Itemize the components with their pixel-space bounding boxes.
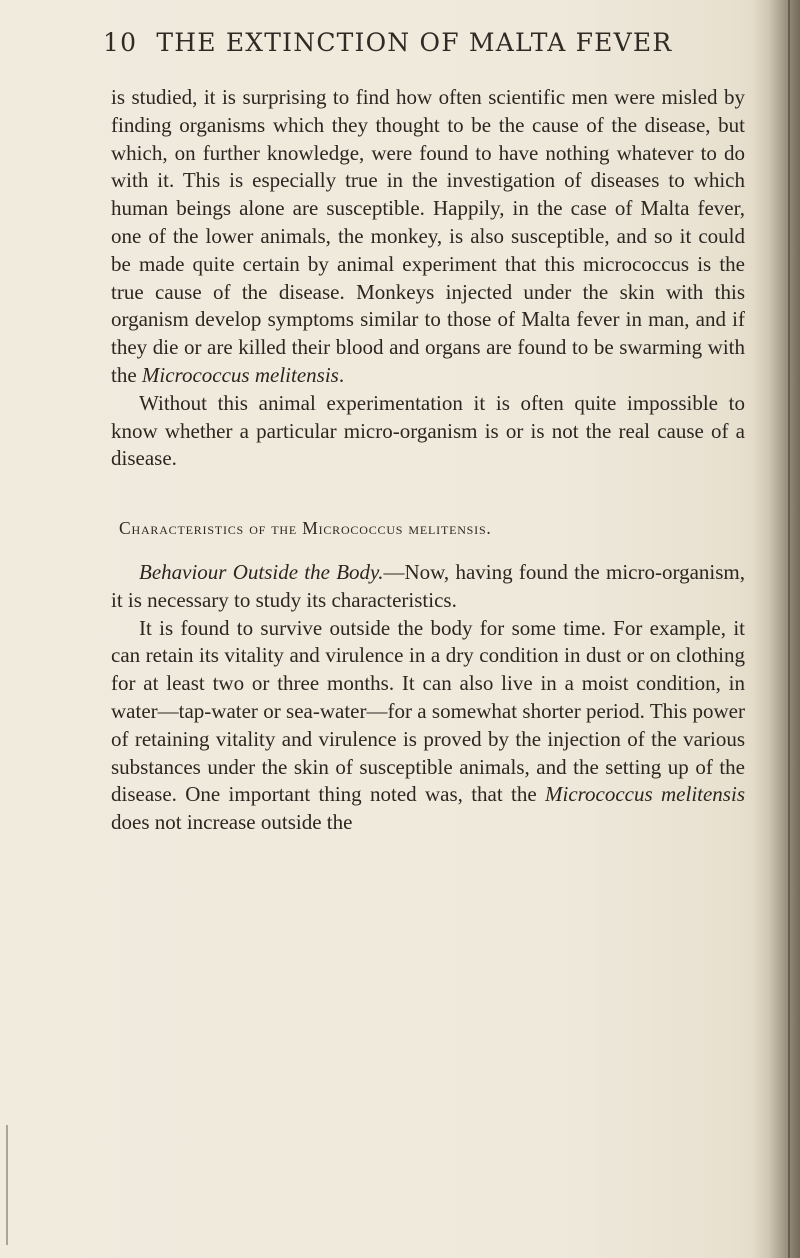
page-edge-shadow <box>752 0 800 1258</box>
paragraph-1-species-name: Micrococcus melitensis <box>141 362 339 387</box>
section-heading-text: Characteristics of the Micrococcus melitensis. <box>119 518 492 539</box>
paragraph-4 <box>111 615 745 837</box>
paragraph-1 <box>111 84 745 390</box>
paragraph-4-text: It is found to survive outside the body for some time. For example, it can retain its vitality and virulence in a dry condition in dust or on clothing for at least two or three months. It can also live in a moist condition, in water—tap-water or sea-water—for a somewhat shorter period. This power of retaining vitality and virulence is proved by the injection of the various substances under the skin of susceptible animals, and the setting up of the disease. One important thing noted was, that the <box>111 615 745 807</box>
section-heading <box>111 515 745 543</box>
body-text <box>111 84 745 837</box>
running-header <box>103 28 743 57</box>
paragraph-1-end: . <box>338 362 345 387</box>
binding-line <box>788 0 790 1258</box>
paragraph-2: Without this animal experimentation it is often quite impossible to know whether a particular micro-organism is or is not the real cause of a disease. <box>111 390 745 471</box>
page-number: 10 <box>103 28 138 57</box>
paragraph-4-species-name: Micrococcus melitensis <box>545 782 745 807</box>
paragraph-3 <box>111 559 745 615</box>
running-title: THE EXTINCTION OF MALTA FEVER <box>156 28 673 57</box>
paragraph-3-text: —Now, having found the micro-organism, it is necessary to study its characteristics. <box>111 559 746 612</box>
paragraph-1-text: is studied, it is surprising to find how often scientific men were misled by finding organisms which they thought to be the cause of the disease, but which, on further knowledge, were found to have nothing whatever to do with it. This is especially true in the investigation of diseases to which human beings alone are susceptible. Happily, in the case of Malta fever, one of the lower animals, the monkey, is also susceptible, and so it could be made quite certain by animal experiment that this micrococcus is the true cause of the disease. Monkeys injected under the skin with this organism develop symptoms similar to those of Malta fever in man, and if they die or are killed their blood and organs are found to be swarming with the <box>111 85 745 387</box>
paragraph-4-end: does not increase outside the <box>111 810 353 835</box>
margin-mark <box>6 1125 8 1245</box>
subsection-title: Behaviour Outside the Body. <box>139 559 384 584</box>
